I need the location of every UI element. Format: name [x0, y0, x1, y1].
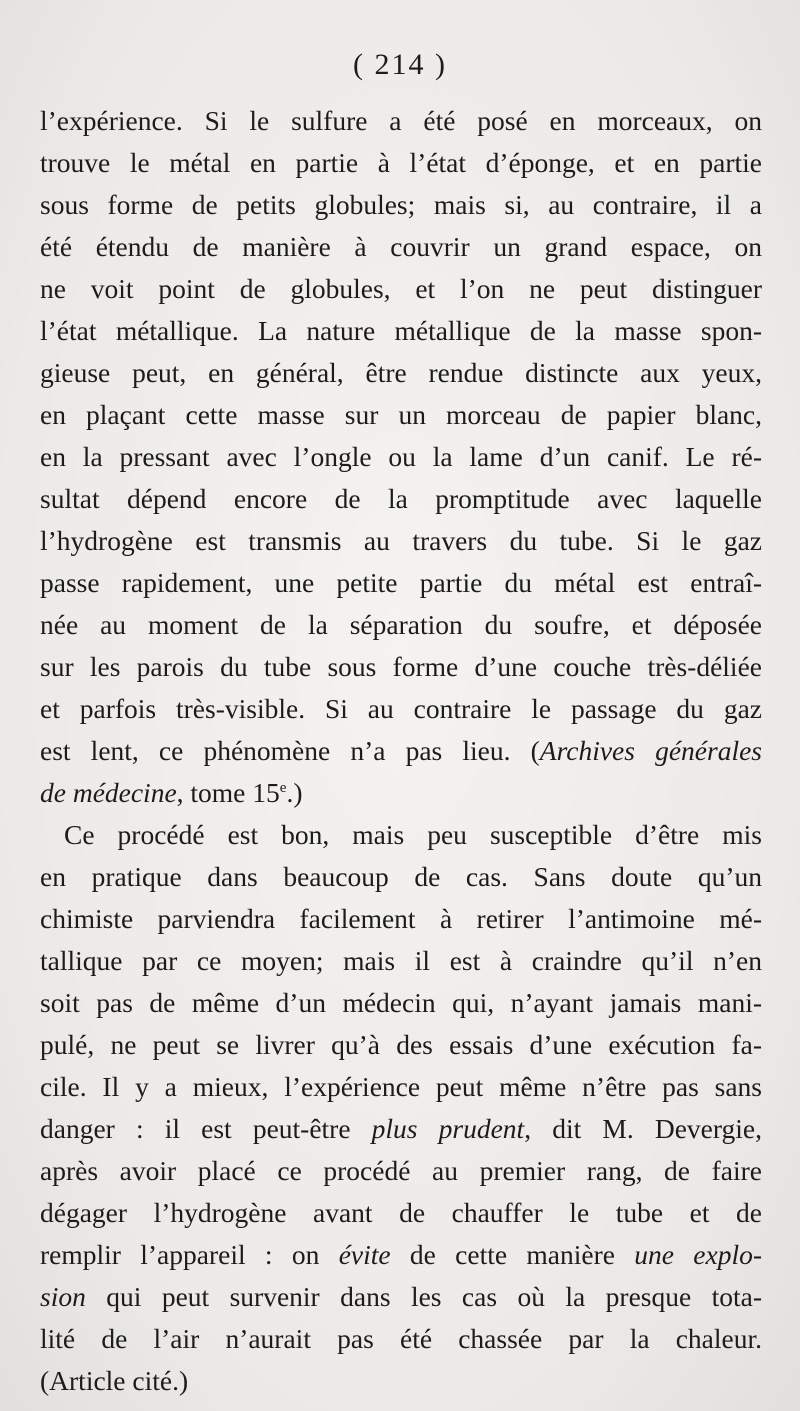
text-line — [40, 856, 762, 898]
text-line — [40, 142, 762, 184]
text-segment: en la pressant avec l’ongle ou la lame d’un canif. Le ré- — [40, 441, 762, 472]
text-segment: soit pas de même d’un médecin qui, n’ayant jamais mani- — [40, 987, 762, 1018]
text-line — [40, 604, 762, 646]
text-line — [40, 688, 762, 730]
italic-text: Archives générales — [539, 735, 762, 766]
italic-text: plus prudent — [371, 1113, 525, 1144]
text-segment: , dit M. Devergie, — [524, 1113, 762, 1144]
text-line — [40, 436, 762, 478]
text-line — [40, 1108, 762, 1150]
text-segment: .) — [286, 777, 303, 808]
italic-text: évite — [338, 1239, 391, 1270]
text-segment: passe rapidement, une petite partie du métal est entraî- — [40, 567, 762, 598]
text-segment: gieuse peut, en général, être rendue distincte aux yeux, — [40, 357, 762, 388]
text-line — [40, 394, 762, 436]
text-line — [40, 1192, 762, 1234]
text-segment: cile. Il y a mieux, l’expérience peut même n’être pas sans — [40, 1071, 762, 1102]
superscript: e — [279, 779, 287, 796]
text-segment: , tome 15 — [176, 777, 280, 808]
text-line — [40, 184, 762, 226]
text-segment: (Article cité.) — [40, 1365, 189, 1396]
text-line — [40, 1318, 762, 1360]
text-segment: trouve le métal en partie à l’état d’éponge, et en partie — [40, 147, 762, 178]
text-segment: sultat dépend encore de la promptitude avec laquelle — [40, 483, 762, 514]
text-segment: pulé, ne peut se livrer qu’à des essais d’une exécution fa- — [40, 1029, 762, 1060]
text-line — [40, 646, 762, 688]
text-segment: en pratique dans beaucoup de cas. Sans doute qu’un — [40, 861, 762, 892]
text-segment: l’expérience. Si le sulfure a été posé en morceaux, on — [40, 105, 762, 136]
text-segment: ne voit point de globules, et l’on ne peut distinguer — [40, 273, 762, 304]
text-segment: Ce procédé est bon, mais peu susceptible d’être mis — [64, 819, 762, 850]
body-text — [40, 100, 762, 1402]
italic-text: sion — [40, 1281, 86, 1312]
text-segment: qui peut survenir dans les cas où la presque tota- — [85, 1281, 762, 1312]
text-line — [40, 1234, 762, 1276]
text-line — [40, 520, 762, 562]
text-segment: en plaçant cette masse sur un morceau de papier blanc, — [40, 399, 762, 430]
text-line — [40, 226, 762, 268]
text-line — [40, 1276, 762, 1318]
text-segment: tallique par ce moyen; mais il est à craindre qu’il n’en — [40, 945, 762, 976]
text-line — [40, 1066, 762, 1108]
text-segment: chimiste parviendra facilement à retirer l’antimoine mé- — [40, 903, 762, 934]
text-segment: sur les parois du tube sous forme d’une couche très-déliée — [40, 651, 762, 682]
text-line — [40, 940, 762, 982]
text-segment: née au moment de la séparation du soufre, et déposée — [40, 609, 762, 640]
text-line — [40, 310, 762, 352]
text-line — [40, 352, 762, 394]
text-segment: remplir l’appareil : on — [40, 1239, 339, 1270]
text-line — [40, 982, 762, 1024]
text-segment: après avoir placé ce procédé au premier rang, de faire — [40, 1155, 762, 1186]
text-line — [40, 730, 762, 772]
text-segment: est lent, ce phénomène n’a pas lieu. ( — [40, 735, 540, 766]
text-segment: lité de l’air n’aurait pas été chassée par la chaleur. — [40, 1323, 762, 1354]
text-segment: été étendu de manière à couvrir un grand espace, on — [40, 231, 762, 262]
text-line — [40, 1150, 762, 1192]
text-segment: de cette manière — [390, 1239, 635, 1270]
text-line — [40, 100, 762, 142]
text-line — [40, 478, 762, 520]
text-segment: dégager l’hydrogène avant de chauffer le tube et de — [40, 1197, 762, 1228]
text-segment: et parfois très-visible. Si au contraire le passage du gaz — [40, 693, 762, 724]
text-line — [40, 814, 762, 856]
text-segment: danger : il est peut-être — [40, 1113, 372, 1144]
text-segment: sous forme de petits globules; mais si, au contraire, il a — [40, 189, 762, 220]
text-line — [40, 772, 762, 814]
text-line — [40, 898, 762, 940]
text-segment: l’état métallique. La nature métallique de la masse spon- — [40, 315, 762, 346]
text-line — [40, 1360, 762, 1402]
italic-text: une explo- — [634, 1239, 762, 1270]
text-line — [40, 268, 762, 310]
text-line — [40, 562, 762, 604]
text-line — [40, 1024, 762, 1066]
text-segment: l’hydrogène est transmis au travers du tube. Si le gaz — [40, 525, 762, 556]
page-number: ( 214 ) — [353, 48, 447, 81]
italic-text: de médecine — [40, 777, 177, 808]
